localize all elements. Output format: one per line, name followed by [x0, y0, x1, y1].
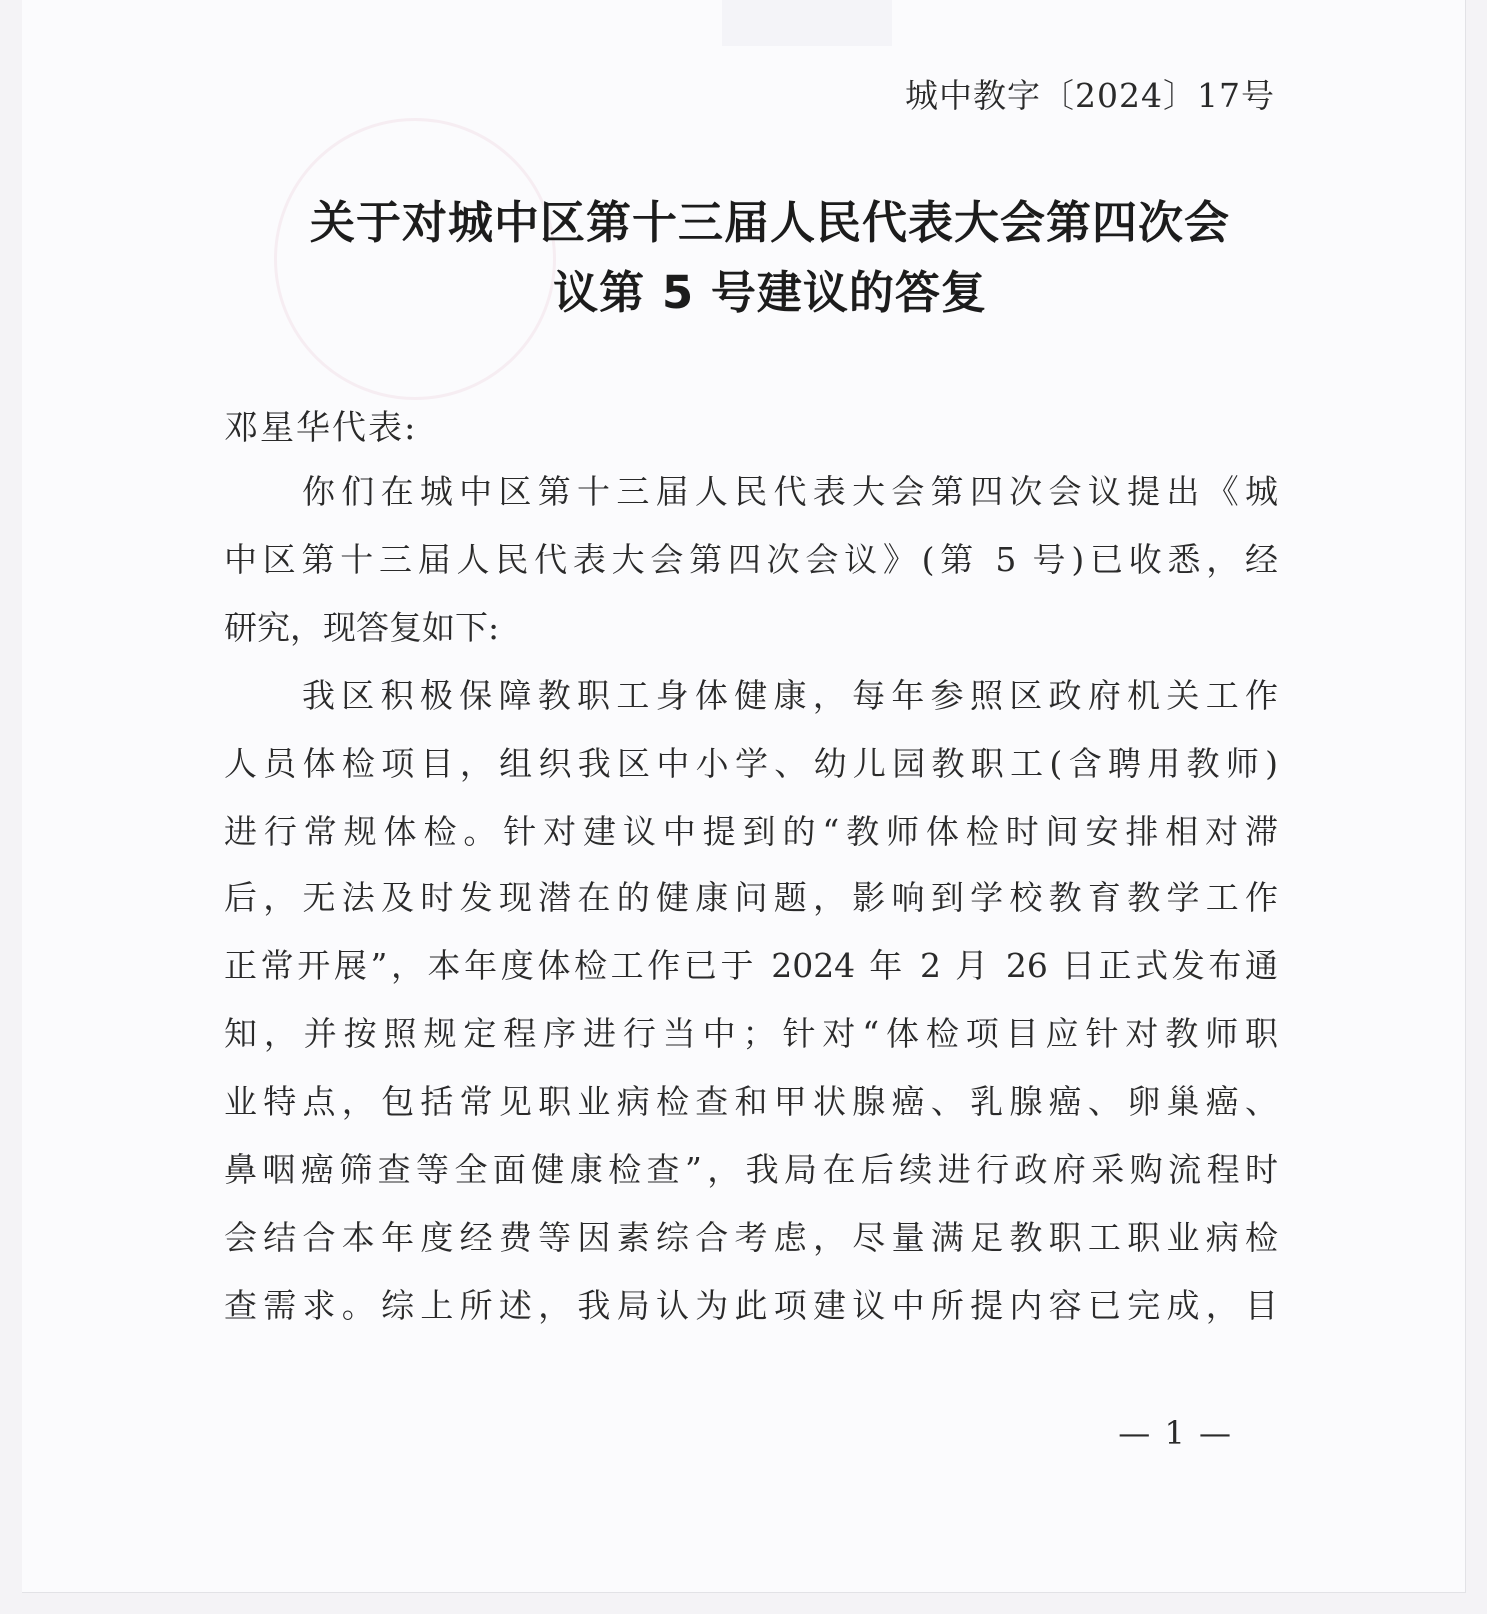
document-title: [210, 188, 1330, 328]
body-line: 正常开展”，本年度体检工作已于 2024 年 2 月 26 日正式发布通: [224, 946, 1278, 985]
document-number: 城中教字〔2024〕17号: [905, 76, 1275, 115]
body-line: 人员体检项目，组织我区中小学、幼儿园教职工(含聘用教师): [224, 744, 1278, 783]
body-line: 会结合本年度经费等因素综合考虑，尽量满足教职工职业病检: [224, 1218, 1278, 1257]
title-line-2: 议第 5 号建议的答复: [553, 266, 987, 319]
title-line-1: 关于对城中区第十三届人民代表大会第四次会: [309, 196, 1230, 249]
body-line: 研究，现答复如下:: [224, 608, 500, 647]
body-line: 你们在城中区第十三届人民代表大会第四次会议提出《城: [302, 472, 1278, 511]
body-line: 知，并按照规定程序进行当中；针对“体检项目应针对教师职: [224, 1014, 1278, 1053]
body-line: 鼻咽癌筛查等全面健康检查”，我局在后续进行政府采购流程时: [224, 1150, 1278, 1189]
body-line: 进行常规体检。针对建议中提到的“教师体检时间安排相对滞: [224, 812, 1278, 851]
body-line: 中区第十三届人民代表大会第四次会议》(第 5 号)已收悉，经: [224, 540, 1278, 579]
document-page: [22, 0, 1466, 1593]
body-line: 业特点，包括常见职业病检查和甲状腺癌、乳腺癌、卵巢癌、: [224, 1082, 1278, 1121]
body-line: 后，无法及时发现潜在的健康问题，影响到学校教育教学工作: [224, 878, 1278, 917]
body-line: 查需求。综上所述，我局认为此项建议中所提内容已完成，目: [224, 1286, 1278, 1325]
page-number: — 1 —: [1118, 1414, 1233, 1452]
body-line: 我区积极保障教职工身体健康，每年参照区政府机关工作: [302, 676, 1278, 715]
scan-smudge: [722, 0, 892, 46]
salutation: 邓星华代表:: [224, 408, 418, 448]
